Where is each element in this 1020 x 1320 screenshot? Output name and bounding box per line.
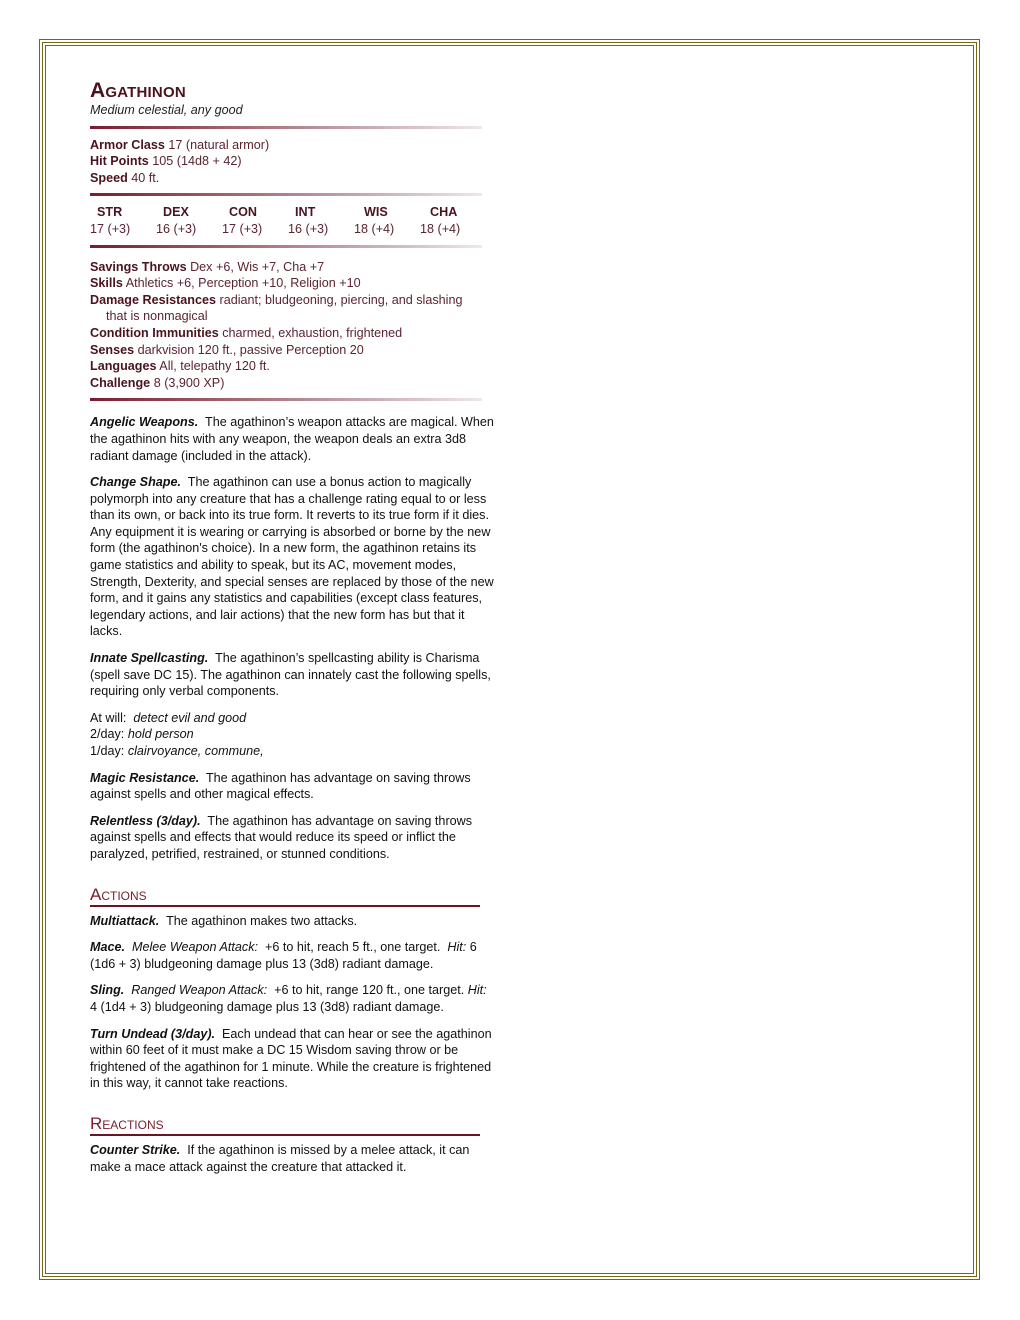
trait-magic-resistance: Magic Resistance. The agathinon has advantage on saving throws against spells and other magical effects. <box>90 770 471 802</box>
speed: Speed 40 ft. <box>90 170 160 185</box>
damage-resistances-cont: that is nonmagical <box>106 309 208 324</box>
ability-con: CON <box>229 205 257 220</box>
action-sling: Sling. Ranged Weapon Attack: +6 to hit, range 120 ft., one target. Hit: 4 (1d4 + 3) bludgeoning damage plus 13 (3d8) radiant damage. <box>90 983 487 1014</box>
stat-block <box>90 78 496 1185</box>
divider <box>90 126 482 129</box>
ability-headers <box>90 204 486 221</box>
condition-immunities: Condition Immunities charmed, exhaustion, frightened <box>90 325 403 340</box>
creature-type: Medium celestial, any good <box>90 103 243 117</box>
divider <box>90 398 482 401</box>
languages: Languages All, telepathy 120 ft. <box>90 359 270 374</box>
ability-dex: DEX <box>163 205 189 220</box>
score-int: 16 (+3) <box>288 221 329 236</box>
divider <box>90 193 482 196</box>
score-cha: 18 (+4) <box>420 221 461 236</box>
spell-row: At will: detect evil and good <box>90 710 247 725</box>
score-con: 17 (+3) <box>222 221 263 236</box>
saving-throws: Savings Throws Dex +6, Wis +7, Cha +7 <box>90 259 325 274</box>
challenge: Challenge 8 (3,900 XP) <box>90 375 225 390</box>
spell-row: 1/day: clairvoyance, commune, <box>90 744 264 758</box>
armor-class: Armor Class 17 (natural armor) <box>90 137 270 152</box>
trait-angelic-weapons: Angelic Weapons. The agathinon’s weapon attacks are magical. When the agathinon hits with any weapon, the weapon deals an extra 3d8 radiant damage (included in the attack). <box>90 415 494 463</box>
ability-cha: CHA <box>430 205 458 220</box>
action-turn-undead: Turn Undead (3/day). Each undead that can hear or see the agathinon within 60 feet of it must make a DC 15 Wisdom saving throw or be frightened of the agathinon for 1 minute. While the creature is frightened in this way, it cannot take reactions. <box>90 1026 492 1091</box>
divider <box>90 245 482 248</box>
actions-heading: Actions <box>90 885 480 907</box>
creature-name: Agathinon <box>90 79 186 102</box>
spell-row: 2/day: hold person <box>90 727 194 742</box>
score-wis: 18 (+4) <box>354 221 395 236</box>
reactions-heading: Reactions <box>90 1114 480 1136</box>
damage-resistances: Damage Resistances radiant; bludgeoning, piercing, and slashing <box>90 292 463 307</box>
trait-innate-spellcasting: Innate Spellcasting. The agathinon’s spellcasting ability is Charisma (spell save DC 15). The agathinon can innately cast the following spells, requiring only verbal components. <box>90 651 491 699</box>
action-multiattack: Multiattack. The agathinon makes two attacks. <box>90 913 358 928</box>
score-str: 17 (+3) <box>90 221 131 236</box>
hit-points: Hit Points 105 (14d8 + 42) <box>90 154 242 169</box>
ability-wis: WIS <box>364 205 388 220</box>
ability-str: STR <box>97 205 123 220</box>
action-mace: Mace. Melee Weapon Attack: +6 to hit, reach 5 ft., one target. Hit: 6 (1d6 + 3) bludgeoning damage plus 13 (3d8) radiant damage. <box>90 940 477 971</box>
ability-scores <box>90 221 486 238</box>
reaction-counter-strike: Counter Strike. If the agathinon is missed by a melee attack, it can make a mace attack against the creature that attacked it. <box>90 1142 470 1174</box>
ability-int: INT <box>295 205 316 220</box>
trait-relentless: Relentless (3/day). The agathinon has advantage on saving throws against spells and effects that would reduce its speed or inflict the paralyzed, petrified, restrained, or stunned conditions. <box>90 813 473 861</box>
skills: Skills Athletics +6, Perception +10, Religion +10 <box>90 276 361 291</box>
senses: Senses darkvision 120 ft., passive Perception 20 <box>90 342 364 357</box>
trait-change-shape: Change Shape. The agathinon can use a bonus action to magically polymorph into any creature that has a challenge rating equal to or less than its own, or back into its true form. It reverts to its true form if it dies. Any equipment it is wearing or carrying is absorbed or borne by the new form (the agathinon's choice). In a new form, the agathinon retains its game statistics and ability to speak, but its AC, movement modes, Strength, Dexterity, and special senses are replaced by those of the new form, and it gains any statistics and capabilities (except class features, legendary actions, and lair actions) that the new form has but that it lacks. <box>90 475 494 639</box>
spell-list <box>90 710 496 760</box>
score-dex: 16 (+3) <box>156 221 197 236</box>
